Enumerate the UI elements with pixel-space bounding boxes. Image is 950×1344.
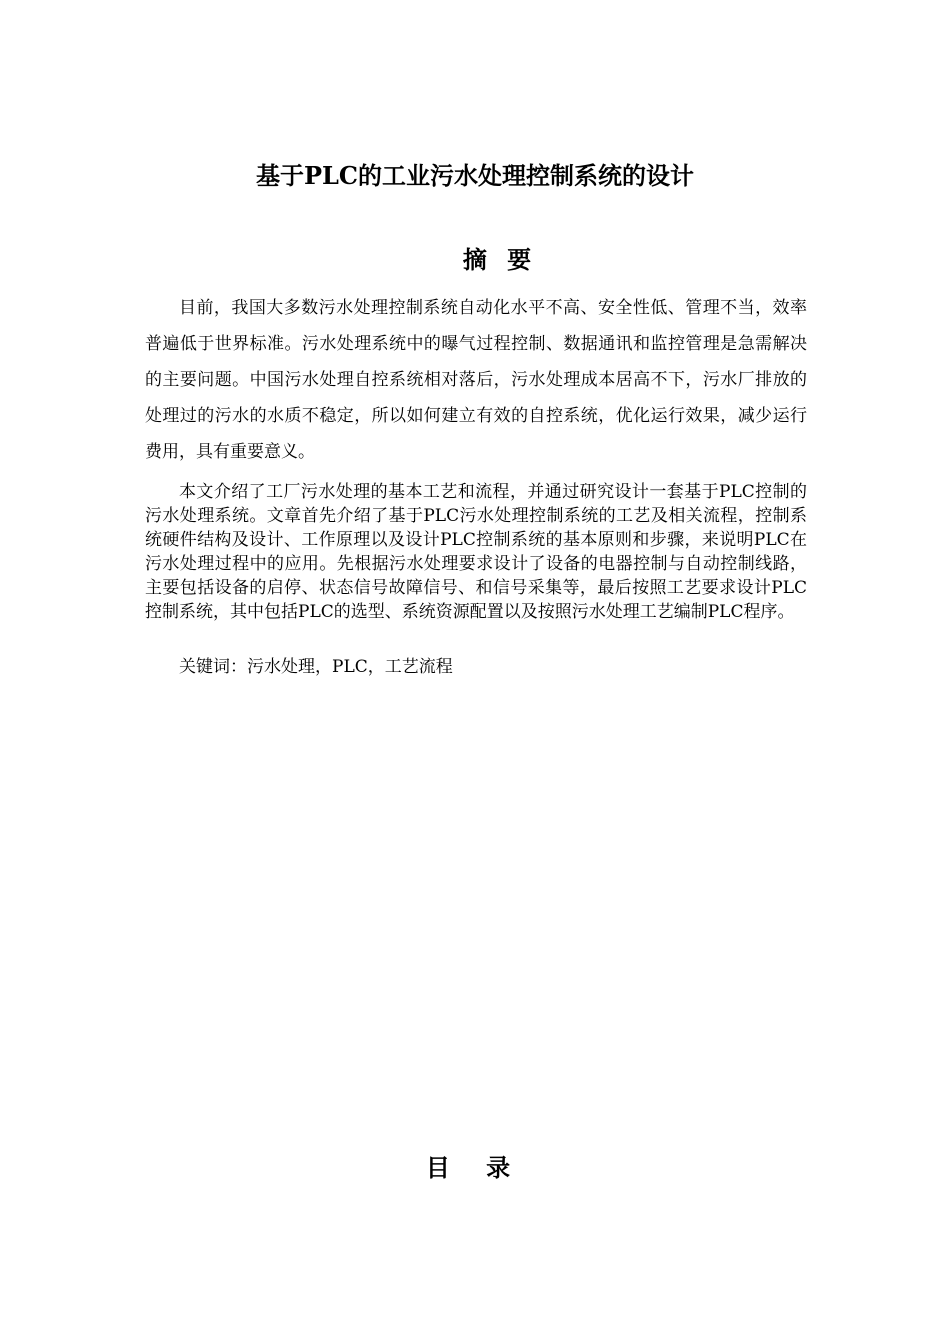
abstract-paragraph-2: 本文介绍了工厂污水处理的基本工艺和流程，并通过研究设计一套基于PLC控制的污水处理系统。文章首先介绍了基于PLC污水处理控制系统的工艺及相关流程，控制系统硬件结构及设计、工作原理以及设计PLC控制系统的基本原则和步骤，来说明PLC在污水处理过程中的应用。先根据污水处理要求设计了设备的电器控制与自动控制线路，主要包括设备的启停、状态信号故障信号、和信号采集等，最后按照工艺要求设计PLC控制系统，其中包括PLC的选型、系统资源配置以及按照污水处理工艺编制PLC程序。 xyxy=(145,482,807,622)
abstract-heading: 摘 要 xyxy=(462,245,538,274)
keywords-line: 关键词：污水处理，PLC，工艺流程 xyxy=(179,657,453,677)
table-of-contents-heading: 目 录 xyxy=(425,1153,525,1182)
document-title: 基于PLC的工业污水处理控制系统的设计 xyxy=(255,161,695,190)
abstract-paragraph-1: 目前，我国大多数污水处理控制系统自动化水平不高、安全性低、管理不当，效率普遍低于世界标准。污水处理系统中的曝气过程控制、数据通讯和监控管理是急需解决的主要问题。中国污水处理自控系统相对落后，污水处理成本居高不下，污水厂排放的处理过的污水的水质不稳定，所以如何建立有效的自控系统，优化运行效果，减少运行费用，具有重要意义。 xyxy=(145,298,807,462)
